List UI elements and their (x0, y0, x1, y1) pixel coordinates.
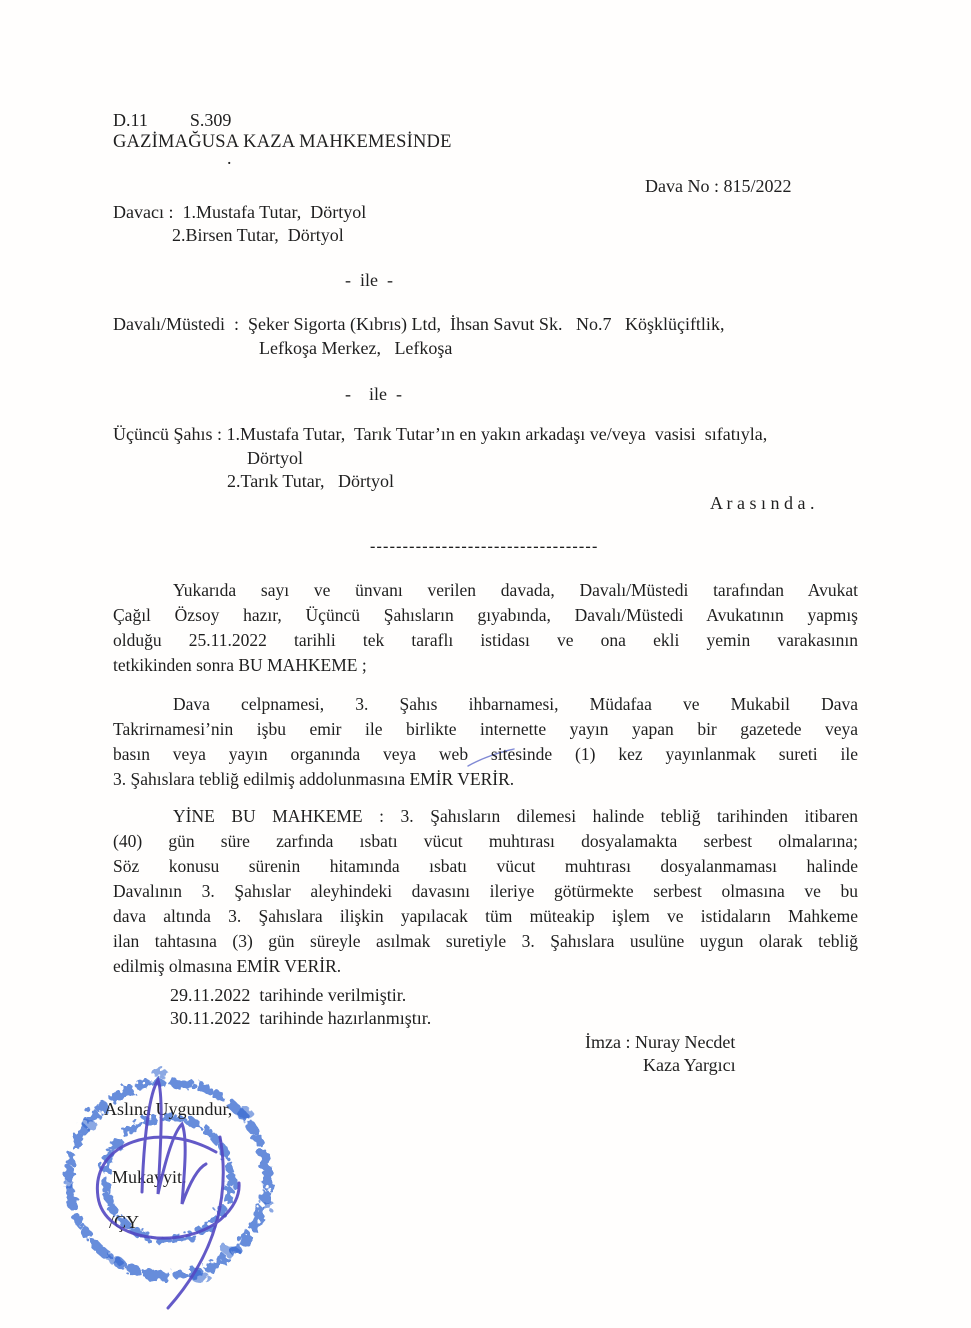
body-line: dava altında 3. Şahıslara ilişkin yapılacak tüm müteakip işlem ve istidaların Mahkeme (113, 906, 858, 926)
doc-ref-page: D.11 (113, 110, 148, 130)
body-line: (40) gün süre zarfında ısbatı vücut muhtırası dosyalamakta serbest olmalarına; (113, 831, 858, 851)
registrar-signature-icon (70, 1062, 310, 1322)
certified-true-label: Aslına Uygundur, (104, 1099, 233, 1119)
doc-ref-serial: S.309 (189, 110, 232, 130)
stray-period-mark: . (227, 148, 232, 168)
body-line: Davalının 3. Şahıslar aleyhindeki davasını ileriye götürmekte serbest olmasına ve bu (113, 881, 858, 901)
body-line: Dava celpnamesi, 3. Şahıs ihbarnamesi, Müdafaa ve Mukabil Dava (173, 694, 858, 714)
registrar-initials: /ÇY (109, 1212, 140, 1232)
defendant-line-2: Lefkoşa Merkez, Lefkoşa (259, 338, 453, 358)
body-line: Çağıl Özsoy hazır, Üçüncü Şahısların gıyabında, Davalı/Müstedi Avukatının yapmış (113, 605, 858, 625)
third-party-line-1: Üçüncü Şahıs : 1.Mustafa Tutar, Tarık Tutar’ın en yakın arkadaşı ve/veya vasisi sıfatıyla, (113, 424, 768, 444)
ile-separator-2: - ile - (345, 384, 402, 404)
registrar-label: Mukayyit. (112, 1167, 187, 1187)
body-line: Takrirnamesi’nin işbu emir ile birlikte internette yayın yapan bir gazetede veya (113, 719, 858, 739)
defendant-line-1: Davalı/Müstedi : Şeker Sigorta (Kıbrıs) Ltd, İhsan Savut Sk. No.7 Köşklüçiftlik, (113, 314, 725, 334)
paragraph-order-1 (113, 692, 858, 792)
body-line: basın veya yayın organında veya web sitesinde (1) kez yayınlanmak sureti ile (113, 744, 858, 764)
body-line: Söz konusu sürenin hitamında ısbatı vücut muhtırası dosyalanmaması halinde (113, 856, 858, 876)
body-line: ilan tahtasına (3) gün süreyle asılmak suretiyle 3. Şahıslara usulüne uygun olarak tebliğ (113, 931, 858, 951)
body-line: edilmiş olmasına EMİR VERİR. (113, 956, 342, 976)
third-party-line-3: 2.Tarık Tutar, Dörtyol (227, 471, 395, 491)
paragraph-preamble (113, 578, 858, 678)
court-title: GAZİMAĞUSA KAZA MAHKEMESİNDE (113, 132, 452, 152)
body-line: Yukarıda sayı ve ünvanı verilen davada, Davalı/Müstedi tarafından Avukat (173, 580, 858, 600)
plaintiff-line-1: Davacı : 1.Mustafa Tutar, Dörtyol (113, 202, 367, 222)
arasinda-label: A r a s ı n d a . (710, 493, 815, 513)
case-number: Dava No : 815/2022 (645, 176, 792, 196)
body-line: 3. Şahıslara tebliğ edilmiş addolunmasına EMİR VERİR. (113, 769, 515, 789)
third-party-line-2: Dörtyol (247, 448, 303, 468)
date-issued: 29.11.2022 tarihinde verilmiştir. (170, 985, 407, 1005)
body-line: tetkikinden sonra BU MAHKEME ; (113, 655, 367, 675)
judge-title: Kaza Yargıcı (643, 1055, 736, 1075)
signature-name: İmza : Nuray Necdet (585, 1032, 736, 1052)
plaintiff-line-2: 2.Birsen Tutar, Dörtyol (172, 225, 344, 245)
date-prepared: 30.11.2022 tarihinde hazırlanmıştır. (170, 1008, 432, 1028)
ile-separator-1: - ile - (345, 270, 393, 290)
body-line: YİNE BU MAHKEME : 3. Şahısların dilemesi halinde tebliğ tarihinden itibaren (173, 806, 858, 826)
body-line: olduğu 25.11.2022 tarihli tek taraflı istidası ve ona ekli yemin varakasının (113, 630, 858, 650)
doc-reference (113, 110, 231, 131)
paragraph-order-2 (113, 804, 858, 979)
dashed-divider: ----------------------------------- (370, 538, 599, 555)
